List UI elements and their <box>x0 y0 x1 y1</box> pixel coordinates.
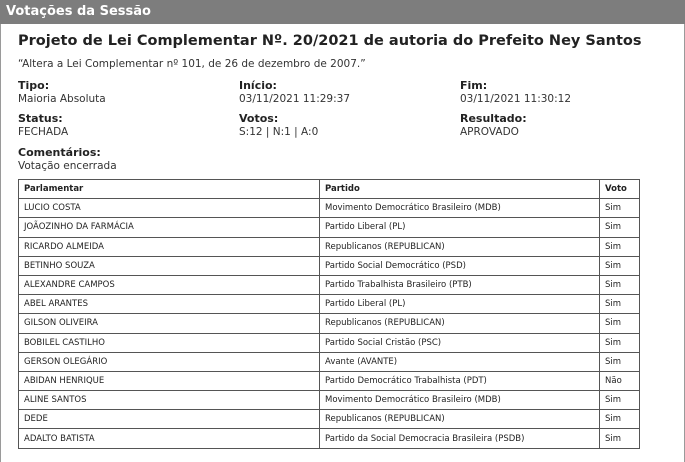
inicio-label: Início: <box>239 79 277 92</box>
voto-cell: Sim <box>600 275 640 294</box>
voto-cell: Sim <box>600 256 640 275</box>
partido-cell: Partido da Social Democracia Brasileira (PSDB) <box>320 429 600 448</box>
votos-value: S:12 | N:1 | A:0 <box>239 126 319 138</box>
table-row <box>19 352 640 371</box>
inicio-value: 03/11/2021 11:29:37 <box>239 93 351 105</box>
tipo-value: Maioria Absoluta <box>18 93 106 105</box>
column-header-voto: Voto <box>600 180 640 199</box>
table-row <box>19 275 640 294</box>
tipo-label: Tipo: <box>18 79 50 92</box>
fim-value: 03/11/2021 11:30:12 <box>460 93 572 105</box>
voto-cell: Sim <box>600 218 640 237</box>
partido-cell: Republicanos (REPUBLICAN) <box>320 314 600 333</box>
voto-cell: Sim <box>600 352 640 371</box>
voto-cell: Sim <box>600 410 640 429</box>
partido-cell: Partido Trabalhista Brasileiro (PTB) <box>320 275 600 294</box>
session-subtitle: “Altera a Lei Complementar nº 101, de 26 de dezembro de 2007.” <box>18 58 366 70</box>
table-row <box>19 199 640 218</box>
comentarios-value: Votação encerrada <box>18 160 117 172</box>
voto-cell: Sim <box>600 429 640 448</box>
votos-label: Votos: <box>239 112 279 125</box>
parlamentar-cell: JOÃOZINHO DA FARMÁCIA <box>19 218 320 237</box>
table-header-row <box>19 180 640 199</box>
voto-cell: Não <box>600 371 640 390</box>
partido-cell: Partido Social Democrático (PSD) <box>320 256 600 275</box>
voto-cell: Sim <box>600 314 640 333</box>
status-label: Status: <box>18 112 63 125</box>
comentarios-field <box>18 146 117 173</box>
partido-cell: Republicanos (REPUBLICAN) <box>320 410 600 429</box>
parlamentar-cell: GERSON OLEGÁRIO <box>19 352 320 371</box>
parlamentar-cell: LUCIO COSTA <box>19 199 320 218</box>
parlamentar-cell: ALEXANDRE CAMPOS <box>19 275 320 294</box>
parlamentar-cell: BETINHO SOUZA <box>19 256 320 275</box>
parlamentar-cell: DEDE <box>19 410 320 429</box>
tipo-field <box>18 79 106 106</box>
fim-field <box>460 79 571 106</box>
votos-field <box>239 112 318 139</box>
table-row <box>19 314 640 333</box>
voto-cell: Sim <box>600 333 640 352</box>
inicio-field <box>239 79 350 106</box>
partido-cell: Movimento Democrático Brasileiro (MDB) <box>320 391 600 410</box>
table-row <box>19 218 640 237</box>
table-row <box>19 237 640 256</box>
parlamentar-cell: GILSON OLIVEIRA <box>19 314 320 333</box>
partido-cell: Movimento Democrático Brasileiro (MDB) <box>320 199 600 218</box>
table-row <box>19 256 640 275</box>
parlamentar-cell: ABEL ARANTES <box>19 295 320 314</box>
status-value: FECHADA <box>18 126 69 138</box>
table-row <box>19 429 640 448</box>
comentarios-label: Comentários: <box>18 146 101 159</box>
partido-cell: Partido Liberal (PL) <box>320 218 600 237</box>
parlamentar-cell: BOBILEL CASTILHO <box>19 333 320 352</box>
fim-label: Fim: <box>460 79 488 92</box>
resultado-value: APROVADO <box>460 126 519 138</box>
table-row <box>19 333 640 352</box>
table-row <box>19 391 640 410</box>
table-row <box>19 295 640 314</box>
resultado-field <box>460 112 527 139</box>
parlamentar-cell: ADALTO BATISTA <box>19 429 320 448</box>
column-header-parlamentar: Parlamentar <box>19 180 320 199</box>
partido-cell: Republicanos (REPUBLICAN) <box>320 237 600 256</box>
panel-header-title: Votações da Sessão <box>6 4 151 19</box>
votes-table-body <box>19 199 640 448</box>
table-row <box>19 410 640 429</box>
voto-cell: Sim <box>600 295 640 314</box>
voto-cell: Sim <box>600 391 640 410</box>
table-row <box>19 371 640 390</box>
partido-cell: Partido Democrático Trabalhista (PDT) <box>320 371 600 390</box>
session-title: Projeto de Lei Complementar Nº. 20/2021 de autoria do Prefeito Ney Santos <box>18 33 642 49</box>
parlamentar-cell: RICARDO ALMEIDA <box>19 237 320 256</box>
panel-header <box>0 0 685 24</box>
partido-cell: Avante (AVANTE) <box>320 352 600 371</box>
status-field <box>18 112 68 139</box>
parlamentar-cell: ABIDAN HENRIQUE <box>19 371 320 390</box>
voto-cell: Sim <box>600 237 640 256</box>
parlamentar-cell: ALINE SANTOS <box>19 391 320 410</box>
votes-table <box>18 179 640 449</box>
resultado-label: Resultado: <box>460 112 527 125</box>
column-header-partido: Partido <box>320 180 600 199</box>
partido-cell: Partido Liberal (PL) <box>320 295 600 314</box>
partido-cell: Partido Social Cristão (PSC) <box>320 333 600 352</box>
voto-cell: Sim <box>600 199 640 218</box>
